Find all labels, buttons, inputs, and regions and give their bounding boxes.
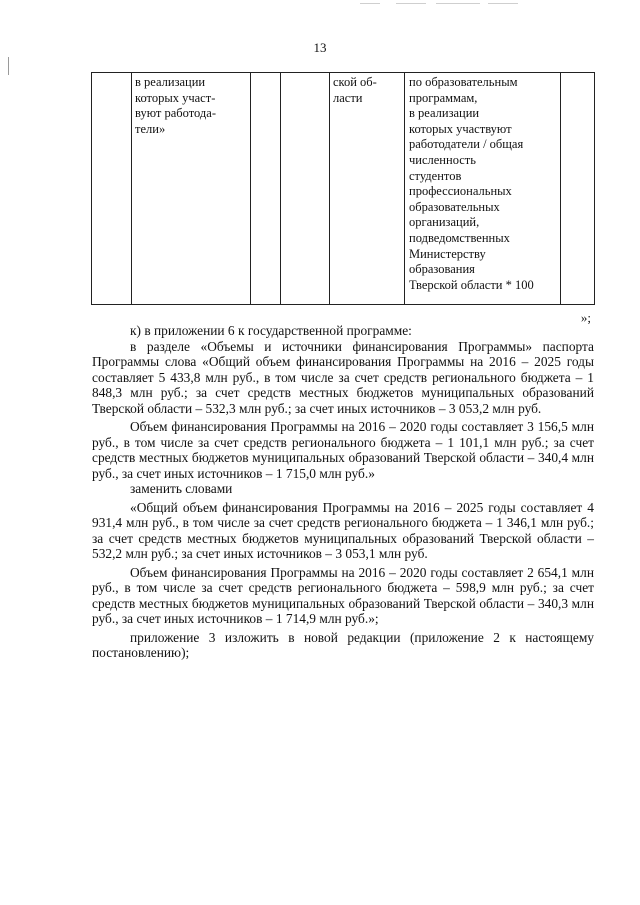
cell-line: ласти	[333, 90, 363, 105]
cell-line: тели»	[135, 121, 166, 136]
cell-line: работодатели / общая	[409, 137, 524, 152]
cell-line: которых участ-	[135, 90, 216, 105]
paragraph-new-wording: «Общий объем финансирования Программы на 2016 – 2025 годы составляет 4 931,4 млн руб., в том числе за счет средств регионального бюджета – 1 346,1 млн руб.; за счет средств местных бюджетов муниципальных образований Тверской области – 532,2 млн руб.; за счет иных источников – 3 053,1 млн руб.	[92, 499, 594, 561]
cell-line: подведомственных	[409, 230, 510, 245]
document-body	[92, 323, 594, 661]
scan-edge-mark	[8, 57, 9, 75]
table-cell-1	[92, 73, 132, 305]
table-cell-3	[251, 73, 281, 305]
cell-line: образования	[409, 262, 475, 277]
cell-line: вуют работода-	[135, 106, 216, 121]
page-number: 13	[313, 40, 327, 55]
cell-line: в реализации	[409, 106, 480, 121]
cell-line: которых участвуют	[409, 121, 512, 136]
quote-close-mark: »;	[580, 310, 591, 325]
cell-line: Тверской области * 100	[409, 277, 534, 292]
cell-line: организаций,	[409, 215, 480, 230]
table-cell-7	[561, 73, 595, 305]
cell-line: в реализации	[135, 75, 206, 89]
cell-line: образовательных	[409, 199, 500, 214]
cell-line: программам,	[409, 90, 478, 105]
paragraph-old-wording: в разделе «Объемы и источники финансирования Программы» паспорта Программы слова «Общий объем финансирования Программы на 2016 – 2025 годы составляет 5 433,8 млн руб., в том числе за счет средств регионального бюджета – 1 848,3 млн руб.; за счет средств местных бюджетов муниципальных образований Тверской области – 532,3 млн руб.; за счет иных источников – 3 053,2 млн руб.	[92, 338, 594, 416]
cell-line: профессиональных	[409, 184, 512, 199]
paragraph-old-wording-2016-2020: Объем финансирования Программы на 2016 – 2020 годы составляет 3 156,5 млн руб., в том числе за счет средств регионального бюджета – 1 101,1 млн руб.; за счет средств местных бюджетов муниципальных образований Тверской области – 340,4 млн руб., за счет иных источников – 1 715,0 млн руб.»	[92, 419, 594, 481]
paragraph-new-wording-2016-2020: Объем финансирования Программы на 2016 – 2020 годы составляет 2 654,1 млн руб., в том числе за счет средств регионального бюджета – 598,9 млн руб.; за счет средств местных бюджетов муниципальных образований Тверской области – 340,3 млн руб., за счет иных источников – 1 714,9 млн руб.»;	[92, 564, 594, 626]
table-row	[92, 73, 595, 305]
table-cell-5	[330, 73, 405, 305]
paragraph-appendix-3: приложение 3 изложить в новой редакции (приложение 2 к настоящему постановлению);	[92, 629, 594, 660]
table-cell-6	[405, 73, 561, 305]
cell-line: Министерству	[409, 246, 486, 261]
cell-line: студентов	[409, 168, 462, 183]
cell-line: ской об-	[333, 75, 377, 89]
table-cell-2	[132, 73, 251, 305]
paragraph-replace-with: заменить словами	[130, 481, 233, 496]
paragraph-item-k: к) в приложении 6 к государственной программе:	[130, 323, 412, 338]
cell-line: по образовательным	[409, 75, 518, 89]
table-cell-4	[281, 73, 330, 305]
cell-line: численность	[409, 152, 476, 167]
table-continuation	[91, 72, 595, 305]
